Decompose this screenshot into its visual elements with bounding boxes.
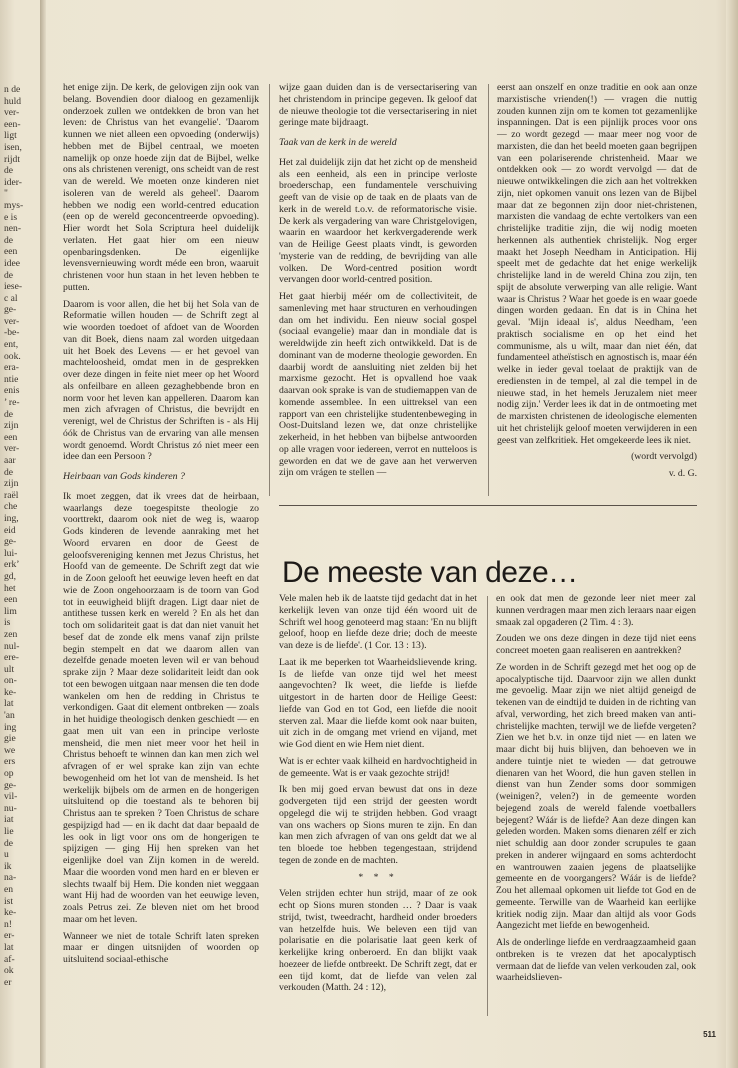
previous-page-fragment: de [4,837,14,849]
article-title: De meeste van deze… [282,556,578,589]
page-number: 511 [703,1030,716,1039]
previous-page-fragment: aar [4,455,16,466]
paragraph: Als de onderlinge liefde en verdraagzaamheid gaan ontbreken is te vrezen dat het apocalyptisch vermaan dat de liefde van velen verkouden zal, ook waarheidslieven- [496,937,696,984]
previous-page-fragment: zen [4,628,18,640]
previous-page-fragment: de [4,408,14,420]
previous-page-fragment: ver- [4,107,20,119]
paragraph: Ze worden in de Schrift gezegd met het oog op de apocalyptische tijd. Daarvoor zijn we allen dunkt me gevoelig. Maar zijn we niet altijd geneigd de tekenen van de eindtijd te duiden in de richting van afval, verwording, het zich breed maken van anti-christelijke machten, terwijl we de liefde vergeten? Zien we het b.v. in onze tijd niet — en laten we maar dicht bij huis blijven, dan behoeven we in andere tuintje niet te wieden — dat getrouwe dienaren van het Woord, die hun gaven stellen in dienst van hun Zender soms door sommigen (weinigen?, velen?) in de gemeente worden bejegend zoals de wereld falende voetballers bejegent? Wáár is de liefde? Aan deze dingen kan geleden worden. Maken soms dienaren zélf er zich niet schuldig aan door zonder scrupules te gaan preken in anderer wijngaard en soms achterdocht en wantrouwen zaaien jegens de plaatselijke gemeente en de voorgangers? Wáár is de liefde? Zou het allemaal opkomen uit liefde tot God en de gemeente. Terwille van de Waarheid kan eerlijke kritiek nodig zijn. Maar dan altijd als voor Gods Aangezicht met liefde en bewogenheid. [496,661,696,932]
section-heading: Taak van de kerk in de wereld [279,137,397,148]
previous-page-fragment: lat [4,941,14,953]
article-column-2 [279,82,477,484]
previous-page-fragment: ge- [4,779,17,791]
previous-page-fragment: lim [4,605,17,617]
previous-page-fragment: n! [4,918,12,930]
previous-page-fragment: zijn [4,478,19,490]
paragraph: Velen strijden echter hun strijd, maar of ze ook echt op Sions muren stonden … ? Daar is vaak strijd, twist, tweedracht, hardheid onder broeders van hetzelfde huis. We beleven een tijd van polarisatie en die polarisatie laat geen kerk of kerkelijke kring onberoerd. En dan blijkt vaak hoezeer de liefde ontbreekt. De Schrift zegt, dat er een tijd komt, dat de liefde van velen zal verkouden (Matth. 24 : 12), [279,888,477,994]
previous-page-fragment: de [4,234,14,246]
previous-page-fragment: de [4,165,14,177]
previous-page-fragment: ers [4,756,16,768]
previous-page-fragment: 'an [4,710,15,722]
previous-page-fragment: ke- [4,907,17,919]
paragraph: Daarom is voor allen, die het bij het Sola van de Reformatie willen houden — de Schrift zegt al wie woorden toedoet of afdoet van de Woorden van dit Boek, diens naam zal worden uitgedaan uit het Boek des Levens — er het gevoel van machteloosheid, omdat men in de gesprekken over deze dingen in feite niet meer op het Woord als onfeilbare en alleen gezaghebbende bron en norm voor het leven kan appelleren. Daarom kan men zich afvragen of Christus, die bevrijdt en verenigt, wel de Christus der Schriften is - als Hij óók de Christus van de ervaring van alle mensen wordt genoemd. Wordt Christus zó niet meer een idee dan een Persoon ? [63,298,259,463]
previous-page-fragment: ge- [4,536,17,548]
previous-page-column [4,84,36,988]
previous-page-fragment: nu- [4,802,17,814]
previous-page-fragment: nen- [4,223,22,235]
previous-page-fragment: huld [4,95,22,107]
previous-page-fragment: lui- [4,547,18,559]
previous-page-fragment: een [4,246,18,258]
page-edge [726,0,738,1068]
previous-page-fragment: ere- [4,652,19,664]
paragraph: het enige zijn. De kerk, de gelovigen zijn ook van belang. Bovendien door dialoog en gezamenlijk onderzoek zullen we ontdekken de bron van het leven: de Christus van het evangelie'. 'Daarom kunnen we niet alleen een opvoeding (onderwijs) hebben met de Bijbel centraal, we moeten namelijk op onze hoede zijn dat de Bijbel, welke ons als christenen verenigt, ons scheidt van de rest van de wereld. We moeten onze kinderen niet isoleren van de wereld als geheel'. Daarom hebben we nodig een world-centred education (een op de wereld geconcentreerde opvoeding). Hier wordt het Sola Scriptura heel duidelijk verlaten. Het gaat hier om een nieuw openbaringsdenken. De eigenlijke levensvernieuwing wordt méde een bron, waaruit christenen voor hun staan in het leven hebben te putten. [63,82,259,293]
previous-page-fragment: ook. [4,350,21,362]
paragraph: Laat ik me beperken tot Waarheidslievende kring. Is de liefde van onze tijd wel het meest aangevochten? Ik weet, die liefde is liefde uitgestort in de harten door de Heilige Geest: liefde van God en tot God, een liefde die nooit sterven zal. Maar die liefde komt ook naar buiten, uit zich in de omgang met vriend en vijand, met wie God dient en wie Hem niet dient. [279,656,477,750]
previous-page-fragment: er- [4,930,15,942]
article-column-5 [496,593,696,989]
previous-page-fragment: enis [4,385,20,397]
previous-page-fragment: ing [4,721,17,733]
column-divider [488,84,489,496]
previous-page-fragment: isen, [4,141,22,153]
previous-page-fragment: c al [4,292,18,304]
previous-page-fragment: gie [4,733,16,745]
previous-page-fragment: iat [4,814,14,826]
previous-page-fragment: raël [4,489,19,501]
previous-page-fragment: erk’ [4,559,20,571]
previous-page-fragment: er [4,976,12,988]
previous-page-fragment: de [4,269,14,281]
previous-page-fragment: ing, [4,512,19,524]
previous-page-fragment: iese- [4,281,23,293]
previous-page-fragment: eid [4,524,16,536]
section-heading: Heirbaan van Gods kinderen ? [63,471,185,482]
section-separator: * * * [358,871,398,883]
paragraph: Vele malen heb ik de laatste tijd gedacht dat in het kerkelijk leven van onze tijd één woord uit de Schrift wel hoog genoteerd mag staan: 'En nu blijft geloof, hoop en liefde deze drie; doch de meeste van deze is de liefde'. (1 Cor. 13 : 13). [279,593,477,651]
paragraph: eerst aan onszelf en onze traditie en ook aan onze marxistische vrienden(!) — vragen die nuttig zouden kunnen zijn om te komen tot gezamenlijke inspanningen. Dat is een pijnlijk proces voor ons — zo wordt gezegd — maar meer nog voor de marxisten, die dan het beeld moeten gaan begrijpen van een polariserende christenheid. Maar we ontdekken ook — zo wordt vervolgd — dat de nieuwe ontwikkelingen die zich aan het voltrekken zijn, niet opkomen vanuit ons lezen van de Bijbel maar dat ze begonnen zijn door niet-christenen, marxisten die vandaag de echte vertolkers van een christelijke traditie zijn, die wij nodig moeten herkennen als authentiek christelijk. Nog erger maakt het Joseph Needham in Anticipation. Hij speelt met de gedachte dat het enige werkelijk christelijke land in de wereld China zou zijn, ten spijt de absolute verwerping van alle religie. Want waar is Christus ? Waar het goede is en waar goede dingen worden gedaan. En dat is in China het geval. 'Mijn ideaal is', aldus Needham, 'een praktisch socialisme en op het eind het communisme, als u wilt, maar dan niet één, dat fundamenteel atheïstisch en agnostisch is, maar één welke in ieder geval toelaat de praktijk van de erediensten in de tempel, al zal die tempel in de nieuwe stad, in het hemels Jeruzalem niet meer nodig zijn.' Verder lees ik dat in de ontmoeting met de marxisten christenen de ideologische elementen uit het christelijk geloof moeten verwijderen in een geest van zelfkritiek. Het omgekeerde lees ik niet. [497,82,697,446]
paragraph: en ook dat men de gezonde leer niet meer zal kunnen verdragen maar men zich leraars naar eigen smaak zal opgaderen (2 Tim. 4 : 3). [496,593,696,628]
article-column-1 [63,82,259,971]
previous-page-fragment: nul- [4,640,20,652]
previous-page-fragment: ge- [4,304,17,316]
previous-page-fragment: n de [4,84,21,95]
previous-page-fragment: een [4,594,18,606]
previous-page-fragment: ult [4,663,15,675]
previous-page-fragment: ver- [4,315,20,327]
paragraph: Wat is er echter vaak kilheid en hardvochtigheid in de gemeente. Wat is er vaak gezochte strijd! [279,755,477,779]
previous-page-fragment: ist [4,895,14,907]
previous-page-fragment: mys- [4,199,24,211]
previous-page-fragment: ider- [4,176,22,188]
paragraph: Wanneer we niet de totale Schrift laten spreken maar er dingen uitsnijden of woorden op uitsluitend sociaal-ethische [63,930,259,965]
paragraph: Het zal duidelijk zijn dat het zicht op de mensheid als een eenheid, als een in principe verloste broederschap, een fundamentele verschuiving geeft van de visie op de taak en de plaats van de kerk in de wereld t.o.v. de reformatorische visie. De kerk als vergadering van ware Christgelovigen, waarin en waardoor het kerkvergaderende werk van de Heilige Geest plaats vindt, is geworden 'mysterie van de redding, de bevrijding van alle volken. De Word-centred position wordt vervangen door world-centred position. [279,156,477,286]
previous-page-fragment: we [4,744,16,756]
previous-page-fragment: het [4,582,16,594]
previous-page-fragment: vil- [4,791,18,803]
previous-page-fragment: lie [4,826,14,837]
article-column-3 [497,82,697,485]
author-initials: v. d. G. [668,468,697,479]
paragraph: wijze gaan duiden dan is de versectarisering van het christendom in principe gegeven. Ik geloof dat de nieuwe theologie tot die versectarisering in niet geringe mate bijdraagt. [279,82,477,129]
previous-page-fragment: rijdt [4,153,20,165]
previous-page-fragment: ligt [4,130,17,142]
previous-page-fragment: ik [4,860,12,872]
binding-gutter [40,0,46,1068]
previous-page-fragment: af- [4,953,15,965]
previous-page-fragment: en [4,883,14,895]
previous-page-fragment: ent, [4,339,19,351]
previous-page-fragment: ’ re- [4,397,20,409]
previous-page-fragment: ke- [4,686,17,698]
previous-page-fragment: u [4,849,9,861]
previous-page-fragment: na- [4,872,17,884]
previous-page-fragment: " [4,188,8,200]
previous-page-fragment: on- [4,675,17,687]
previous-page-fragment: ntie [4,373,19,385]
previous-page-fragment: gd, [4,570,16,582]
previous-page-fragment: de [4,466,14,478]
previous-page-fragment: idee [4,257,20,269]
previous-page-fragment: ok [4,965,14,977]
previous-page-fragment: zijn [4,420,19,432]
previous-page-fragment: is [4,617,11,629]
previous-page-fragment: op [4,768,14,780]
section-rule [279,505,697,506]
paragraph: Het gaat hierbij méér om de collectiviteit, de samenleving met haar structuren en verhoudingen dan om het individu. Een nieuw social gospel (sociaal evangelie) maar dan in mondiale dat is wereldwijde zin heeft zich ontwikkeld. Dat is de dominant van de moderne theologie geworden. En daarbij wordt de aansluiting niet zelden bij het marxisme gezocht. Het is opvallend hoe vaak daarvan ook sprake is van de studiemappen van de komende assemblee. In een uittreksel van een rapport van een christelijke studentenbeweging in Oost-Duitsland lezen we, dat onze christelijke zekerheid, in het hebben van bijbelse antwoorden op alle vragen voor iedereen, verrot en nutteloos is geworden en dat we de gave aan het verwerven zijn om vrágen te stellen — [279,291,477,479]
previous-page-fragment: che [4,501,18,513]
column-divider [487,596,488,1016]
previous-page-fragment: ver- [4,443,20,455]
paragraph: Zouden we ons deze dingen in deze tijd niet eens concreet moeten gaan realiseren en aantrekken? [496,633,696,656]
column-divider [269,84,270,496]
previous-page-fragment: e is [4,211,18,223]
previous-page-fragment: era- [4,362,19,374]
previous-page-fragment: lat [4,698,14,710]
article-column-4 [279,593,477,999]
previous-page-fragment: -be- [4,327,20,339]
previous-page-fragment: een [4,431,18,443]
continued-note: (wordt vervolgd) [631,451,697,463]
previous-page-fragment: een- [4,118,21,130]
paragraph: Ik ben mij goed ervan bewust dat ons in deze godvergeten tijd een strijd der geesten wordt opgelegd die wij te strijden hebben. God vraagt van ons wachers op Sions muren te zijn. En dan kan men zich afvragen of van ons geldt dat we al ten bloede toe hebben tegengestaan, strijdend tegen de zonde en de machten. [279,784,477,866]
paragraph: Ik moet zeggen, dat ik vrees dat de heirbaan, waarlangs deze toegespitste theologie zo voorttrekt, daarom ook niet de weg is, waarop Gods kinderen de levende aanraking met het Woord ervaren en door de Geest de geloofsvereniging kennen met Jezus Christus, het Hoofd van de gemeente. De Schrift zegt dat wie in de Zoon gelooft het eeuwige leven heeft en dat wie de Zoon ongehoorzaam is de toorn van God tot in eeuwigheid blijft dragen. Ligt daar niet de antithese tussen kerk en wereld ? En als het dan toch om solidariteit gaat is dat dan niet vanuit het besef dat de zonde elk mens vanaf zijn prilste begin stempelt en dat we daarom allen van dezelfde genade moeten leven wil er van behoud sprake zijn ? Maar deze solidariteit leidt dan ook tot een bewogen uitgaan naar mensen die ten dode wankelen om hen de redding in Christus te verkondigen. Gaat dit element ontbreken — zoals in het huidige theologisch denken geschiedt — en gaat men uit van een in principe verloste mensheid, die men niet meer voor het heil in Christus behoeft te winnen dan kan men zich wel afvragen of er wel sprake kan zijn van echte bewogenheid om het lot van de mensheid. Is het werkelijk bijbels om de armen en de hongerigen uitsluitend op die toestand als te behoren bij Christus aan te spreken ? Toen Christus de schare gespijzigd had — en ik dacht dat daar bepaald de les ook in ligt voor ons om de hongerigen te spijzigen — ging Hij hen spreken van het eigenlijke doel van Zijn komen in de wereld. Maar die woorden vond men hard en er bleven er slechts twaalf bij Hem. Die konden niet weggaan want Hij had de woorden van het eeuwige leven, zoals Petrus zei. Ze bleven niet om het brood maar om het leven. [63,490,259,925]
